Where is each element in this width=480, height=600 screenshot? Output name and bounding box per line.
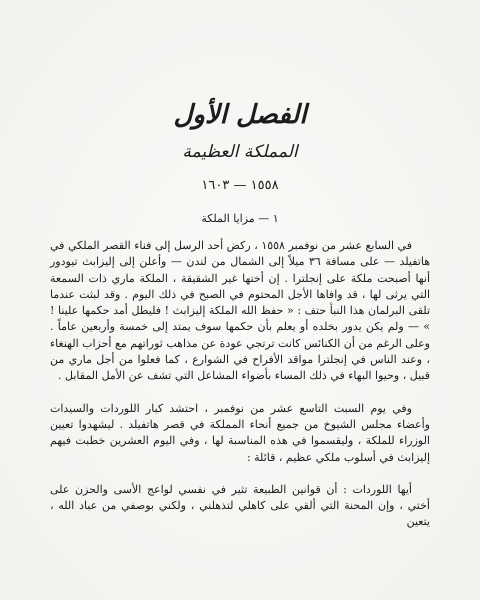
chapter-years: ١٥٥٨ — ١٦٠٣ <box>201 178 279 193</box>
body-text <box>50 238 430 531</box>
chapter-title: الفصل الأول <box>173 100 307 130</box>
section-heading: ١ — مزايا الملكة <box>201 212 279 225</box>
paragraph: في السابع عشر من نوفمبر ١٥٥٨ ، ركض أحد الرسل إلى فناء القصر الملكي في هاتفيلد — على مسافة ٣٦ ميلاً إلى الشمال من لندن — وأعلن إلى إليزابث تيودور أنها أصبحت ملكة على إنجلترا . إن أختها غير الشقيقة ، الملكة ماري ذات السمعة التي يرثى لها ، قد وافاها الأجل المحتوم في الصبح في ذلك اليوم . وقد لبثت عندما تلقى البرلمان هذا النبأ حتف : « حفظ الله الملكة إليزابث ! فليطل أمد حكمها علينا ! » — ولم يكن يدور بخلده أو يعلم بأن حكمها سوف يمتد إلى خمسة وأربعين عاماً . وعلى الرغم من أن الكنائس كانت ترتجي عودة عن مذاهب ثوراتهم مع أحزاب الهنغاء ، وعند الناس في إنجلترا مواقد الأفراح في الشوارع ، كما فعلوا من أجل ماري من قبيل ، وحيوا البهاء في ذلك المساء بأضواء المشاعل التي تشف عن الأمل المقابل . <box>50 239 430 383</box>
paragraph: أيها اللوردات : أن قوانين الطبيعة تثير في نفسي لواعج الأسى والحزن على أختي ، وإن المحنة التي ألقي على كاهلي لتذهلني ، ولكني بوصفي من عباد الله ، يتعين <box>50 482 430 529</box>
chapter-subtitle: المملكة العظيمة <box>182 142 298 162</box>
paragraph: وفي يوم السبت التاسع عشر من نوفمبر ، احتشد كبار اللوردات والسيدات وأعضاء مجلس الشيوخ من جميع أنحاء المملكة في قصر هاتفيلد . ليشهدوا تعيين الوزراء للملكة ، وليقسموا في هذه المناسبة لها ، وفي اليوم العشرين خطبت فيهم إليزابث في أسلوب ملكي عظيم ، قائلة : <box>50 401 430 464</box>
